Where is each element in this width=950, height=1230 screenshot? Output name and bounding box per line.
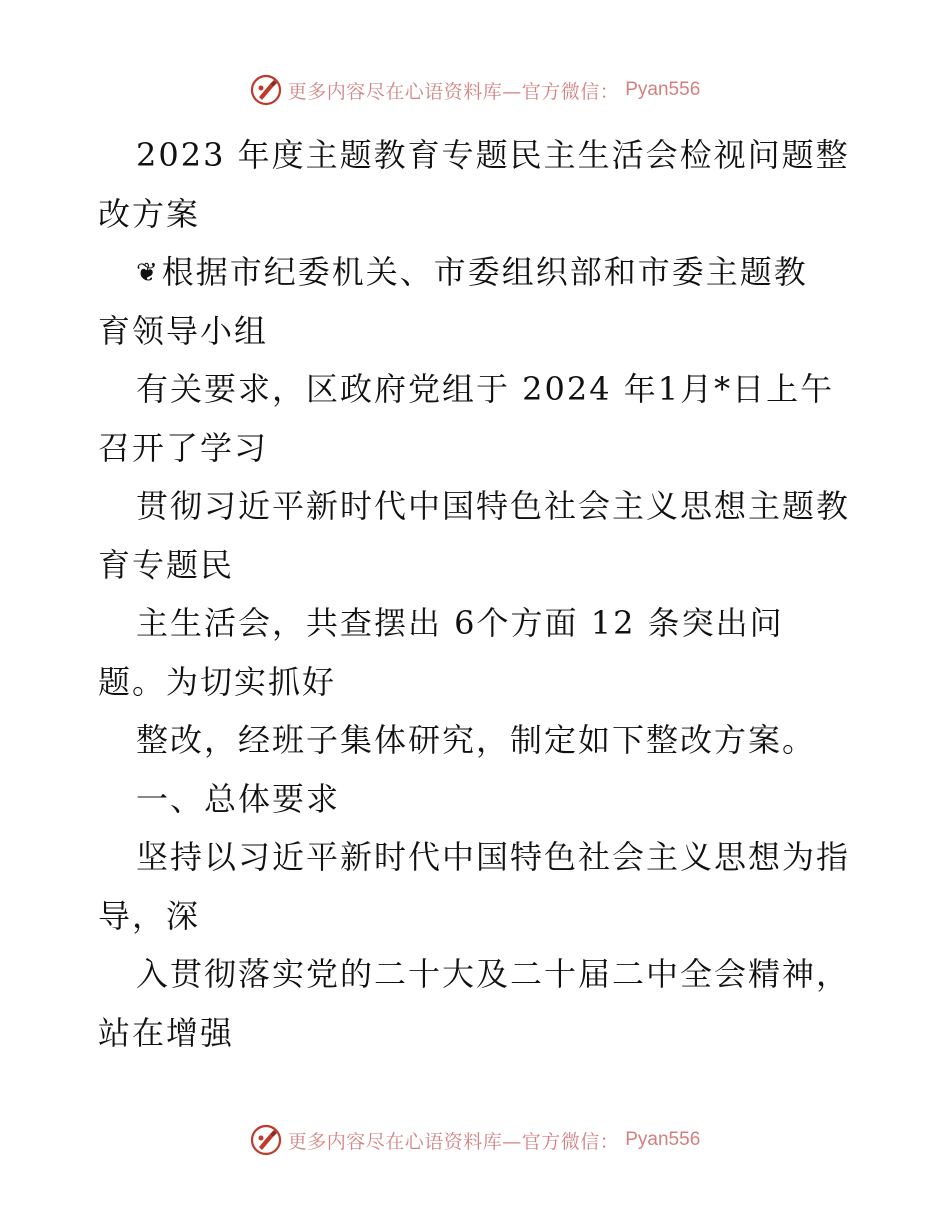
section-heading: 一、总体要求 (136, 779, 341, 818)
paragraph-line (98, 243, 868, 302)
paragraph-line: 题。为切实抓好 (98, 662, 337, 701)
paragraph-line: 召开了学习 (98, 428, 269, 467)
document-body (98, 126, 868, 1062)
paragraph-line: 育专题民 (98, 545, 235, 584)
pen-logo-icon (250, 1124, 282, 1156)
paragraph-line: 有关要求，区政府党组于 2024 年1月*日上午 (136, 370, 835, 408)
title-line-2: 改方案 (98, 194, 201, 233)
title-line-1: 2023 年度主题教育专题民主生活会检视问题整 (136, 136, 850, 174)
paragraph-line-text: 根据市纪委机关、市委组织部和市委主题教 (161, 253, 808, 291)
paragraph-line: 整改，经班子集体研究，制定如下整改方案。 (136, 721, 817, 759)
paragraph-line: 育领导小组 (98, 311, 269, 350)
header-watermark (0, 72, 950, 108)
paragraph-line: 导，深 (98, 896, 201, 935)
paragraph-line: 贯彻习近平新时代中国特色社会主义思想主题教 (136, 487, 851, 525)
paragraph-line: 坚持以习近平新时代中国特色社会主义思想为指 (136, 838, 851, 876)
watermark-text: 更多内容尽在心语资料库—官方微信： (287, 1130, 620, 1153)
flourish-bullet-icon: ❦ (136, 258, 160, 288)
paragraph-line: 主生活会，共查摆出 6个方面 12 条突出问 (136, 604, 784, 642)
paragraph-line: 入贯彻落实党的二十大及二十届二中全会精神， (136, 955, 851, 993)
watermark-handle: Pyan556 (625, 1129, 701, 1150)
footer-watermark (0, 1122, 950, 1158)
watermark-handle: Pyan556 (625, 79, 701, 100)
pen-logo-icon (250, 74, 282, 106)
paragraph-line: 站在增强 (98, 1013, 235, 1052)
watermark-text: 更多内容尽在心语资料库—官方微信： (287, 80, 620, 103)
